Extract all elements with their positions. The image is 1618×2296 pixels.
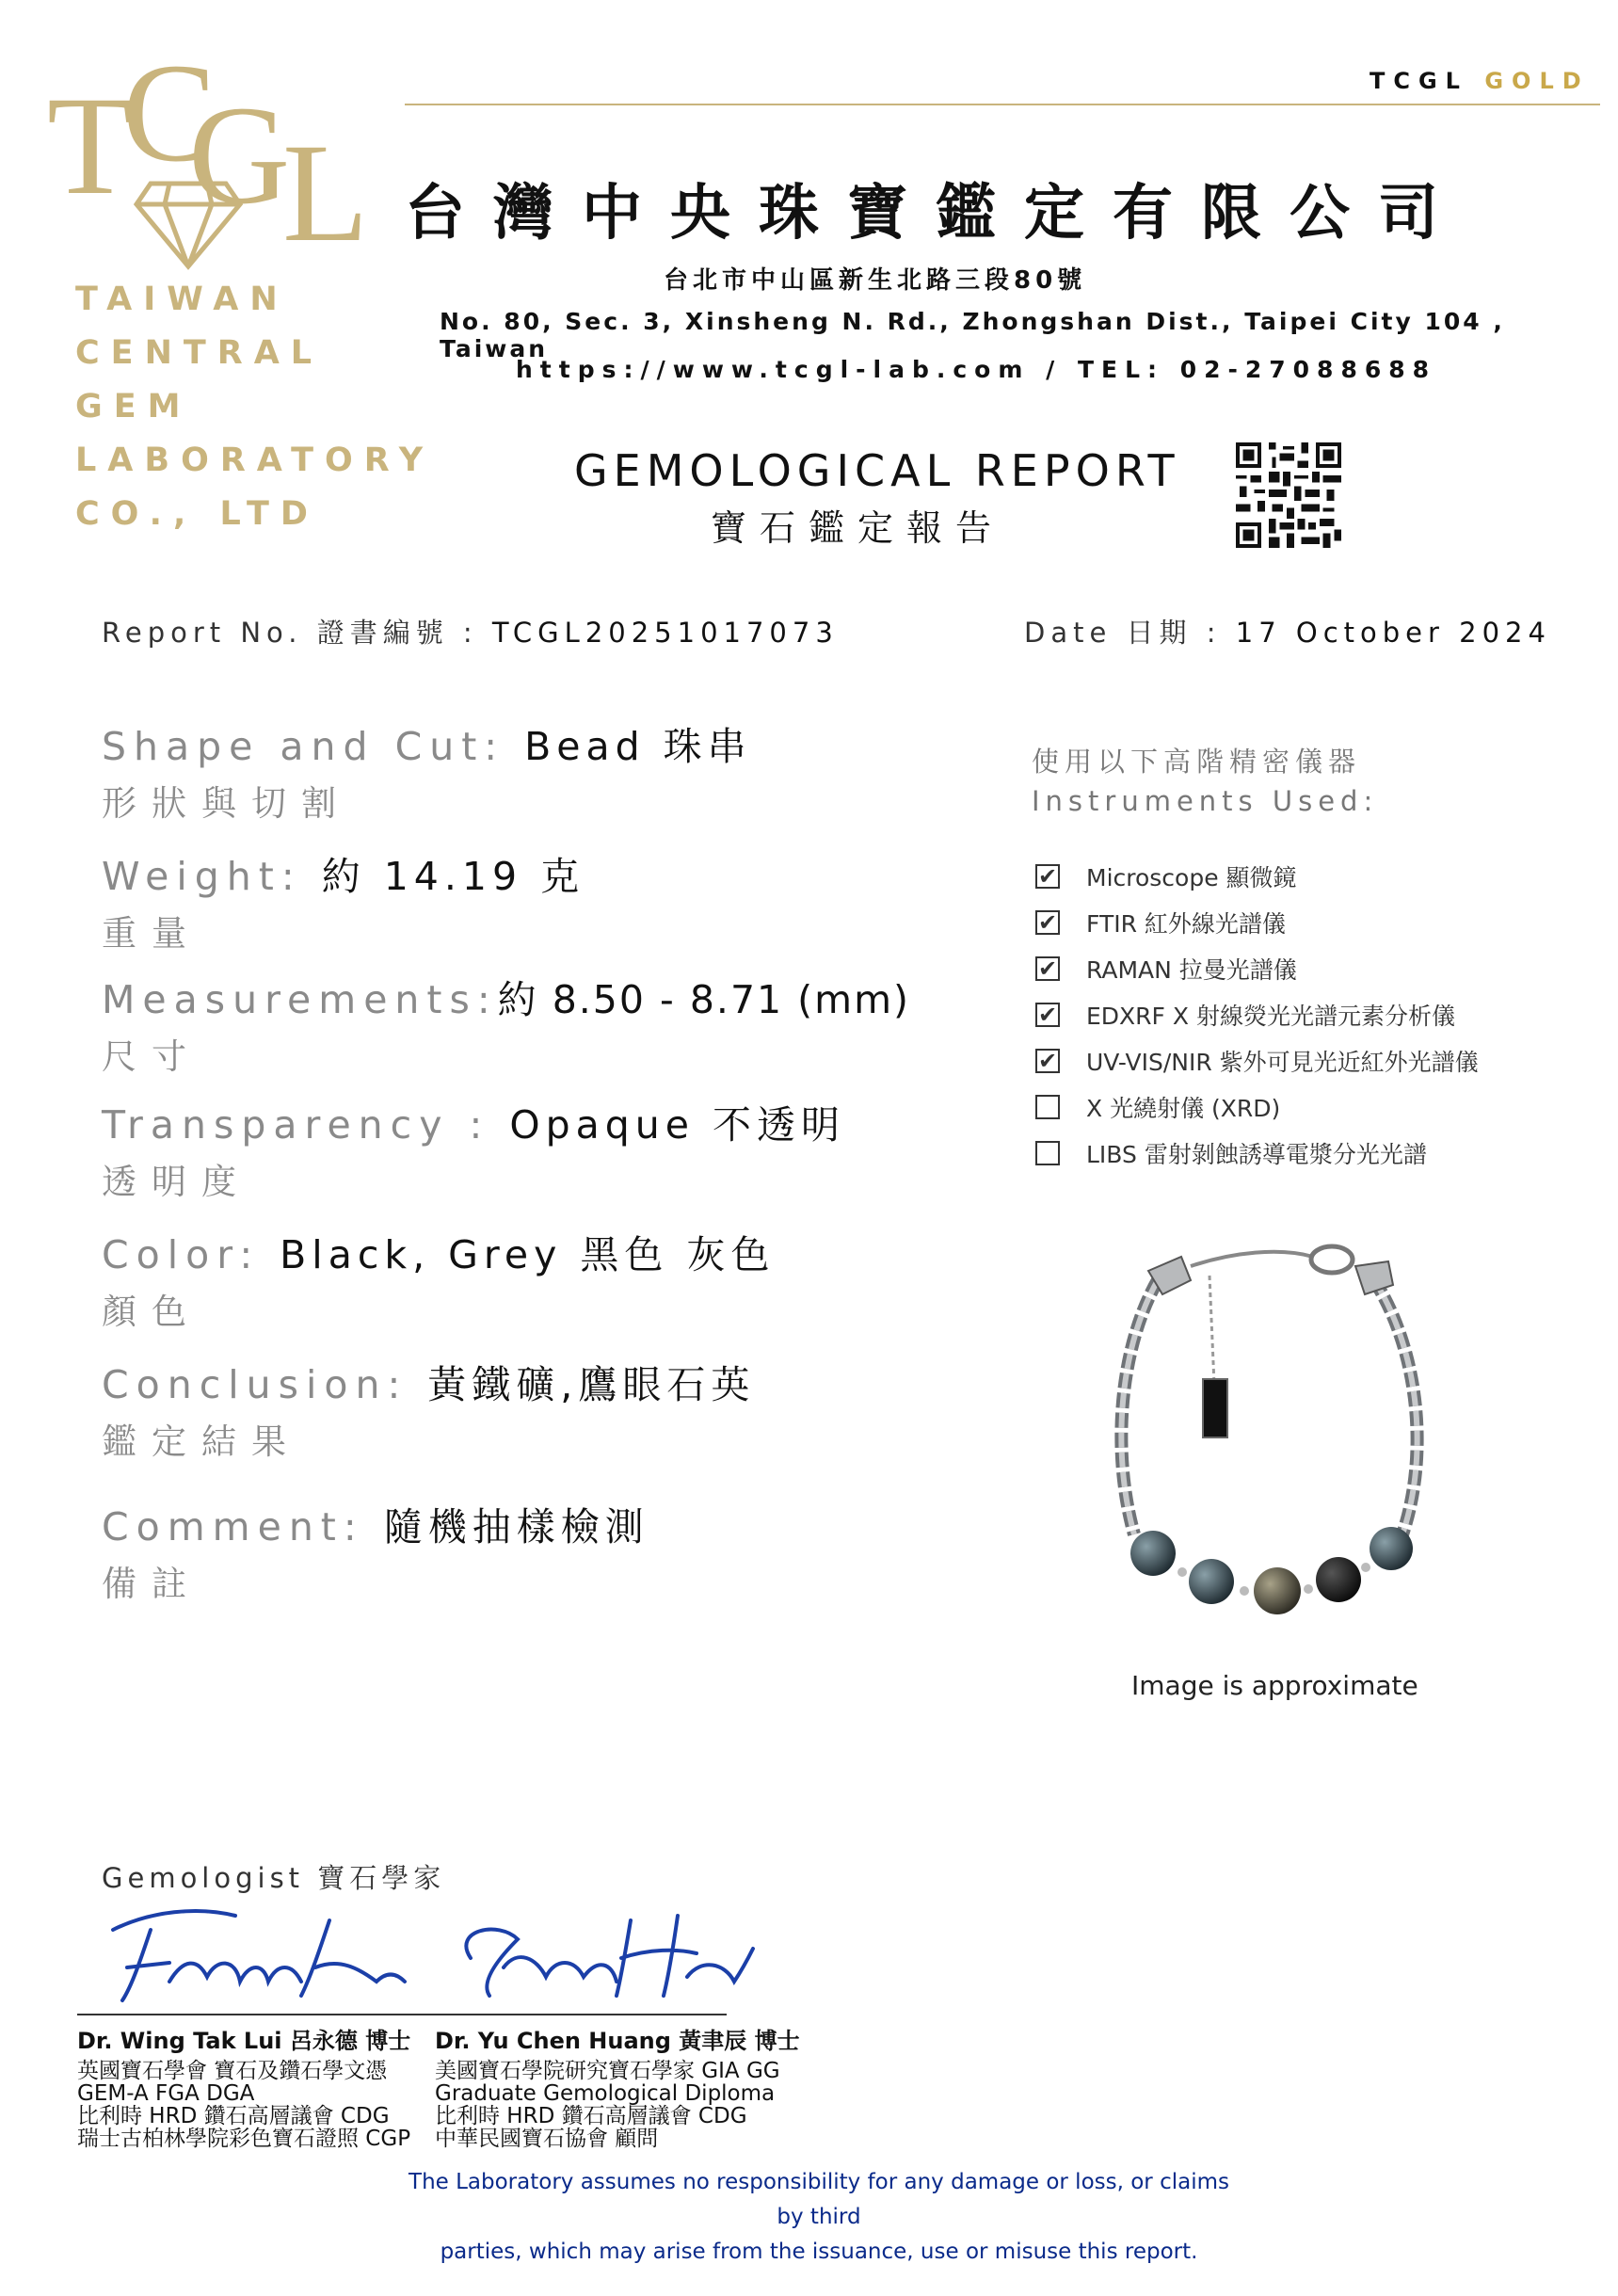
field-value: 約 14.19 克 <box>321 854 585 899</box>
gemologist-1 <box>77 2030 410 2150</box>
badge-gold: GOLD <box>1484 68 1590 94</box>
logo-line-5: CO., LTD <box>75 495 319 533</box>
qr-code-icon <box>1236 442 1341 548</box>
report-number <box>102 612 839 650</box>
header-divider <box>405 104 1600 105</box>
gemologist-label: Gemologist 寶石學家 <box>102 1862 446 1894</box>
field-shape-cut <box>102 715 752 826</box>
checkbox-unchecked-icon <box>1035 1095 1060 1119</box>
company-name-zh: 台灣中央珠寶鑑定有限公司 <box>405 179 1466 249</box>
svg-text:T: T <box>47 68 134 224</box>
field-label: Color: <box>102 1232 280 1277</box>
instrument-label: RAMAN 拉曼光譜儀 <box>1086 956 1297 984</box>
liability-disclaimer <box>395 2165 1242 2270</box>
field-value: Opaque 不透明 <box>509 1102 846 1148</box>
image-approximate-note: Image is approximate <box>1131 1670 1418 1701</box>
instrument-label: LIBS 雷射剝蝕誘導電漿分光光譜 <box>1086 1141 1427 1168</box>
instrument-label: UV-VIS/NIR 紫外可見光近紅外光譜儀 <box>1086 1049 1479 1076</box>
field-label: Comment: <box>102 1504 384 1549</box>
field-transparency <box>102 1094 845 1204</box>
checkbox-checked-icon: ✔ <box>1035 910 1060 935</box>
svg-text:G: G <box>188 77 291 233</box>
checkbox-checked-icon: ✔ <box>1035 1003 1060 1027</box>
gemologist-name: Dr. Wing Tak Lui 呂永德 博士 <box>77 2028 411 2054</box>
report-title-en: GEMOLOGICAL REPORT <box>574 445 1180 496</box>
field-sub-label: 重量 <box>102 913 201 954</box>
field-value: 黃鐵礦,鷹眼石英 <box>427 1362 756 1407</box>
checkbox-checked-icon: ✔ <box>1035 1049 1060 1073</box>
tcgl-logo <box>47 35 369 271</box>
website-phone: https://www.tcgl-lab.com / TEL: 02-27088688 <box>516 356 1437 383</box>
field-sub-label: 形狀與切割 <box>102 783 351 824</box>
instrument-item <box>1035 859 1297 893</box>
gemologist-2 <box>435 2030 800 2150</box>
field-label: Weight: <box>102 854 322 899</box>
logo-line-1: TAIWAN <box>75 281 289 318</box>
field-color <box>102 1224 775 1334</box>
instrument-item <box>1035 1090 1280 1124</box>
svg-text:C: C <box>122 35 217 191</box>
instrument-label: FTIR 紅外線光譜儀 <box>1086 910 1286 938</box>
report-date <box>1024 612 1551 650</box>
svg-text:L: L <box>282 115 369 271</box>
disclaimer-line: The Laboratory assumes no responsibility for any damage or loss, or claims by third <box>409 2170 1229 2229</box>
credential-line: 中華民國寶石協會 顧問 <box>435 2127 659 2151</box>
field-label: Shape and Cut: <box>102 724 525 769</box>
checkbox-checked-icon: ✔ <box>1035 864 1060 889</box>
instrument-item <box>1035 998 1455 1032</box>
address-zh: 台北市中山區新生北路三段80號 <box>664 266 1087 295</box>
logo-line-2: CENTRAL <box>75 334 324 372</box>
instrument-label: Microscope 顯微鏡 <box>1086 864 1297 891</box>
credential-line: 英國寶石學會 寶石及鑽石學文憑 <box>77 2059 388 2083</box>
credential-line: Graduate Gemological Diploma <box>435 2081 776 2106</box>
report-date-value: 17 October 2024 <box>1235 617 1551 649</box>
field-sub-label: 透明度 <box>102 1162 251 1202</box>
credential-line: GEM-A FGA DGA <box>77 2081 255 2106</box>
field-label: Conclusion: <box>102 1362 428 1407</box>
checkbox-checked-icon: ✔ <box>1035 956 1060 981</box>
gemologist-name: Dr. Yu Chen Huang 黃聿辰 博士 <box>435 2028 800 2054</box>
instruments-heading <box>1032 742 1378 821</box>
instruments-heading-zh: 使用以下高階精密儀器 <box>1032 746 1362 778</box>
disclaimer-line: parties, which may arise from the issuance, use or misuse this report. <box>440 2240 1198 2264</box>
field-sub-label: 鑑定結果 <box>102 1421 301 1462</box>
logo-company-lines <box>75 273 434 541</box>
bracelet-photo <box>1092 1224 1450 1619</box>
signature-line <box>77 2014 727 2015</box>
instruments-heading-en: Instruments Used: <box>1032 785 1379 817</box>
field-sub-label: 尺寸 <box>102 1036 201 1077</box>
field-weight <box>102 845 585 955</box>
credential-line: 美國寶石學院研究寶石學家 GIA GG <box>435 2059 780 2083</box>
report-number-label: Report No. 證書編號 : <box>102 617 492 649</box>
instrument-item <box>1035 906 1286 939</box>
field-value: 約 8.50 - 8.71 (mm) <box>497 977 911 1022</box>
checkbox-unchecked-icon <box>1035 1141 1060 1165</box>
instrument-item <box>1035 1136 1427 1170</box>
field-comment <box>102 1496 649 1606</box>
field-label: Transparency : <box>102 1102 510 1148</box>
field-label: Measurements: <box>102 977 498 1022</box>
credential-line: 比利時 HRD 鑽石高層議會 CDG <box>435 2104 747 2128</box>
field-sub-label: 備註 <box>102 1564 201 1604</box>
address-en: No. 80, Sec. 3, Xinsheng N. Rd., Zhongshan Dist., Taipei City 104 , Taiwan <box>440 308 1505 362</box>
field-value: Black, Grey 黑色 灰色 <box>280 1232 776 1277</box>
report-number-value: TCGL20251017073 <box>491 617 839 649</box>
gemologist-signatures <box>75 1892 753 2015</box>
credential-line: 比利時 HRD 鑽石高層議會 CDG <box>77 2104 390 2128</box>
field-value: 隨機抽樣檢測 <box>383 1504 649 1549</box>
badge-tcgl: TCGL <box>1370 68 1468 94</box>
instrument-label: X 光繞射儀 (XRD) <box>1086 1095 1281 1122</box>
field-conclusion <box>102 1354 755 1464</box>
logo-line-4: LABORATORY <box>75 442 435 479</box>
logo-line-3: GEM <box>75 388 192 425</box>
instrument-item <box>1035 952 1297 986</box>
instrument-label: EDXRF X 射線熒光光譜元素分析儀 <box>1086 1003 1455 1030</box>
field-measurements <box>102 969 910 1079</box>
report-title-zh: 寶石鑑定報告 <box>711 507 1005 549</box>
field-value: Bead 珠串 <box>524 724 752 769</box>
tcgl-gold-badge <box>1370 68 1590 94</box>
report-date-label: Date 日期 : <box>1024 617 1236 649</box>
field-sub-label: 顏色 <box>102 1292 201 1332</box>
credential-line: 瑞士古柏林學院彩色寶石證照 CGP <box>77 2127 411 2151</box>
instrument-item <box>1035 1044 1479 1078</box>
